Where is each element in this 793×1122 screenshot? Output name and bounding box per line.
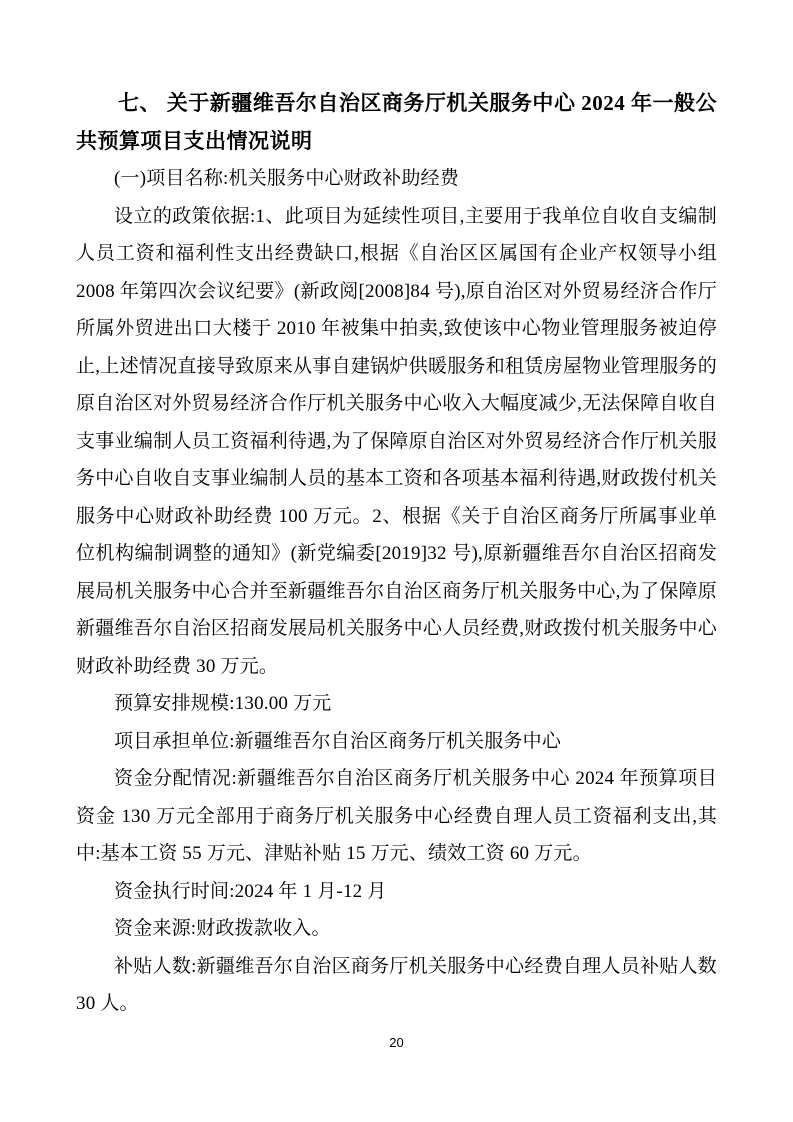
paragraph-budget-scale: 预算安排规模:130.00 万元 [114,693,332,714]
paragraph-execution-period: 资金执行时间:2024 年 1 月-12 月 [114,880,387,902]
paragraph-undertaking-unit: 项目承担单位:新疆维吾尔自治区商务厅机关服务中心 [114,730,562,752]
paragraph-policy-basis: 设立的政策依据:1、此项目为延续性项目,主要用于我单位自收自支编制人员工资和福利性支出经费缺口,根据《自治区区属国有企业产权领导小组 2008 年第四次会议纪要》(新政阅[2008]84 号),原自治区对外贸易经济合作厅所属外贸进出口大楼于 2010 年被集中拍卖,致使该中心物业管理服务被迫停止,上述情况直接导致原来从事自建锅炉供暖服务和租赁房屋物业管理服务的原自治区对外贸易经济合作厅机关服务中心收入大幅度减少,无法保障自收自支事业编制人员工资福利待遇,为了保障原自治区对外贸易经济合作厅机关服务中心自收自支事业编制人员的基本工资和各项基本福利待遇,财政拨付机关服务中心财政补助经费 100 万元。2、根据《关于自治区商务厅所属事业单位机构编制调整的通知》(新党编委[2019]32 号),原新疆维吾尔自治区招商发展局机关服务中心合并至新疆维吾尔自治区商务厅机关服务中心,为了保障原新疆维吾尔自治区招商发展局机关服务中心人员经费,财政拨付机关服务中心财政补助经费 30 万元。 [76,205,717,677]
paragraph-subsidized-headcount: 补贴人数:新疆维吾尔自治区商务厅机关服务中心经费自理人员补贴人数 30 人。 [76,955,717,1014]
document-title: 七、 关于新疆维吾尔自治区商务厅机关服务中心 2024 年一般公共预算项目支出情况说明 [76,91,717,153]
page-number: 20 [389,1035,404,1050]
paragraph-fund-source: 资金来源:财政拨款收入。 [114,918,331,939]
paragraph-project-name: (一)项目名称:机关服务中心财政补助经费 [114,168,459,189]
paragraph-fund-allocation: 资金分配情况:新疆维吾尔自治区商务厅机关服务中心 2024 年预算项目资金 130 万元全部用于商务厅机关服务中心经费自理人员工资福利支出,其中:基本工资 55 万元、津贴补贴 15 万元、绩效工资 60 万元。 [76,768,717,864]
